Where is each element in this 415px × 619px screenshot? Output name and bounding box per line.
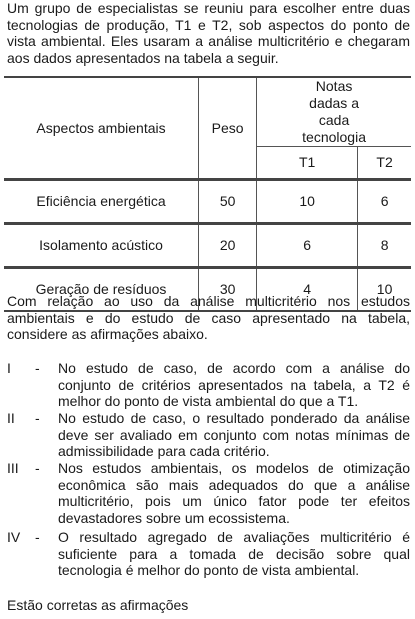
table-header-row [4,78,411,147]
statement-text: No estudo de caso, de acordo com a análise do conjunto de critérios apresentados na tabela, a T2 é melhor do ponto de vista ambiental do que a T1. [58,360,410,409]
header-t1: T1 [257,147,358,179]
statement-text: O resultado agregado de avaliações multicritério é suficiente para a tomada de decisão sobre qual tecnologia é melhor do ponto de vista ambiental. [58,529,410,578]
cell-t1: 10 [257,181,358,222]
statement-text: No estudo de caso, o resultado ponderado da análise deve ser avaliado em conjunto com notas mínimas de admissibilidade para cada critério. [58,410,410,459]
header-notas [257,78,411,147]
header-notas-label: Notas dadas a cada tecnologia [302,78,366,145]
cell-aspecto: Isolamento acústico [39,237,163,253]
criteria-table [4,76,411,312]
cell-peso: 20 [199,225,257,266]
cell-t2: 8 [358,225,411,266]
header-t2: T2 [358,147,411,179]
statement-dash: - [35,410,40,426]
header-peso: Peso [199,78,257,178]
intro-paragraph: Um grupo de especialistas se reuniu para escolher entre duas tecnologias de produção, T1 e T2, sob aspectos do ponto de vista ambiental. Eles usaram a análise multicritério e chegaram aos dados apresentados na tabela a seguir. [7,0,410,66]
cell-aspecto: Eficiência energética [36,193,166,209]
cell-t2: 10 [358,269,411,310]
statement-number: I [7,360,11,376]
table-row [4,225,411,266]
table-row [4,181,411,222]
statement-text: Nos estudos ambientais, os modelos de otimização econômica são mais adequados do que a análise multicritério, pois um único fator pode ter efeitos devastadores sobre um ecossistema. [58,460,410,526]
header-aspectos: Aspectos ambientais [36,119,166,136]
cell-t1: 4 [257,269,358,310]
statement-dash: - [35,529,40,545]
context-paragraph: Com relação ao uso da análise multicritério nos estudos ambientais e do estudo de caso apresentado na tabela, considere as afirmações abaixo. [7,293,410,342]
statement-number: IV [7,529,21,545]
cell-peso: 30 [199,269,257,310]
closing-prompt: Estão corretas as afirmações [7,597,189,613]
cell-aspecto: Geração de resíduos [35,281,167,297]
statement-number: III [7,460,19,476]
cell-t1: 6 [257,225,358,266]
statement-dash: - [35,360,40,376]
statement-number: II [7,410,15,426]
statement-dash: - [35,460,40,476]
cell-peso: 50 [199,181,257,222]
cell-t2: 6 [358,181,411,222]
